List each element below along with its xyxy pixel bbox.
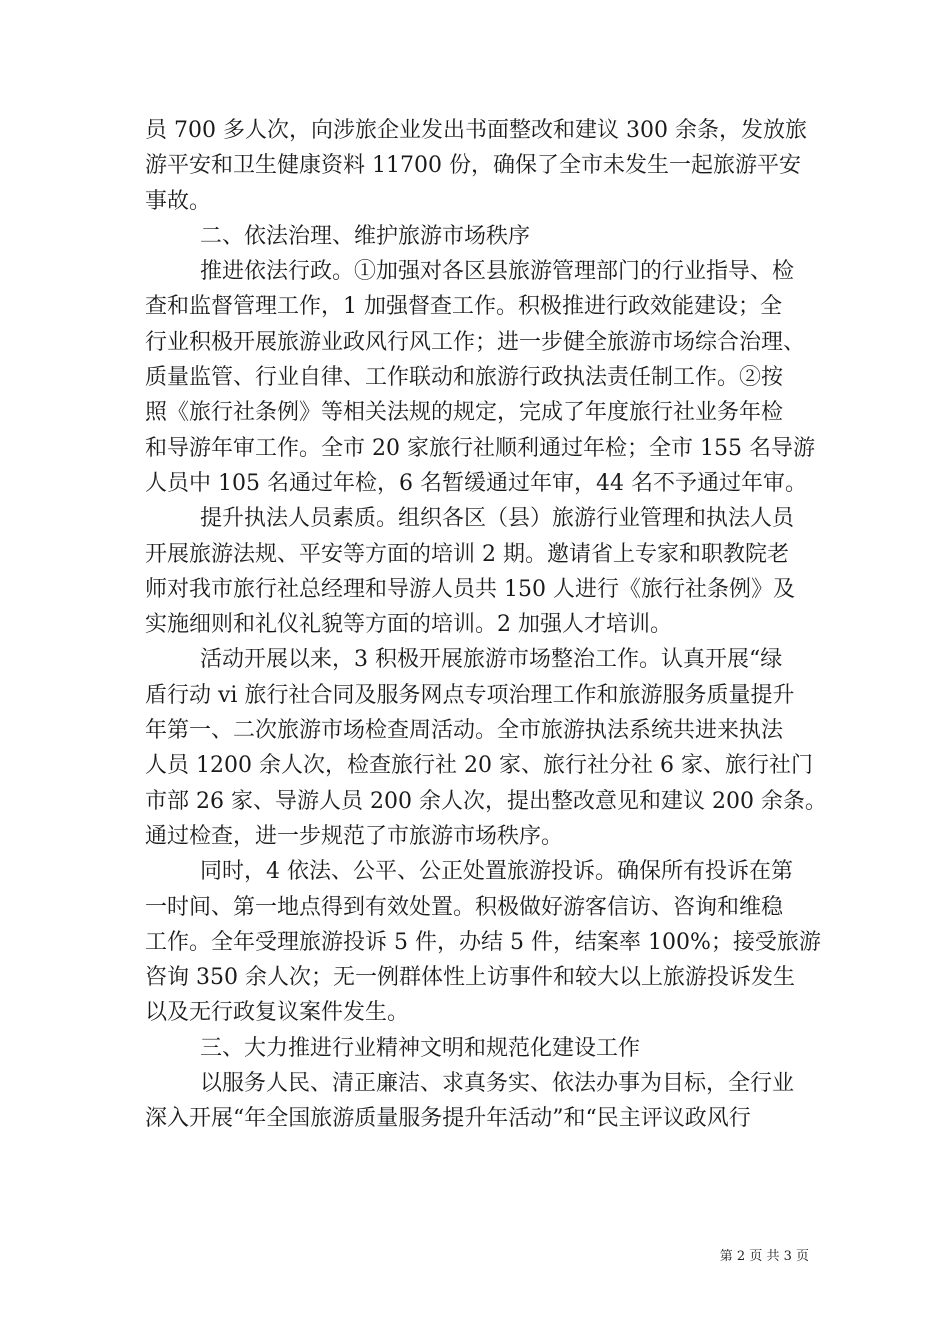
text-line: 以及无行政复议案件发生。	[145, 1000, 410, 1026]
section-heading: 三、大力推进行业精神文明和规范化建设工作	[200, 1035, 641, 1061]
text-line: 咨询 350 余人次；无一例群体性上访事件和较大以上旅游投诉发生	[145, 965, 795, 991]
text-line: 人员 1200 余人次，检查旅行社 20 家、旅行社分社 6 家、旅行社门	[145, 753, 813, 779]
text-line: 查和监督管理工作，1 加强督查工作。积极推进行政效能建设；全	[145, 294, 782, 320]
text-line: 以服务人民、清正廉洁、求真务实、依法办事为目标，全行业	[200, 1071, 795, 1097]
text-line: 游平安和卫生健康资料 11700 份，确保了全市未发生一起旅游平安	[145, 153, 801, 179]
text-line: 实施细则和礼仪礼貌等方面的培训。2 加强人才培训。	[145, 612, 672, 638]
text-line: 开展旅游法规、平安等方面的培训 2 期。邀请省上专家和职教院老	[145, 541, 789, 567]
text-line: 质量监管、行业自律、工作联动和旅游行政执法责任制工作。②按	[145, 365, 784, 391]
document-body	[145, 113, 827, 1137]
text-line: 师对我市旅行社总经理和导游人员共 150 人进行《旅行社条例》及	[145, 576, 795, 602]
text-line: 和导游年审工作。全市 20 家旅行社顺利通过年检；全市 155 名导游	[145, 435, 815, 461]
text-line: 推进依法行政。①加强对各区县旅游管理部门的行业指导、检	[200, 259, 795, 285]
text-line: 活动开展以来，3 积极开展旅游市场整治工作。认真开展“绿	[200, 647, 783, 673]
text-line: 员 700 多人次，向涉旅企业发出书面整改和建议 300 余条，发放旅	[145, 118, 807, 143]
text-line: 年第一、二次旅游市场检查周活动。全市旅游执法系统共进来执法	[145, 718, 784, 744]
text-line: 照《旅行社条例》等相关法规的规定，完成了年度旅行社业务年检	[145, 400, 784, 426]
text-line: 人员中 105 名通过年检，6 名暂缓通过年审，44 名不予通过年审。	[145, 470, 807, 496]
page-number: 第 2 页 共 3 页	[719, 1249, 809, 1264]
text-line: 同时，4 依法、公平、公正处置旅游投诉。确保所有投诉在第	[200, 859, 793, 885]
text-line: 一时间、第一地点得到有效处置。积极做好游客信访、咨询和维稳	[145, 894, 784, 920]
text-line: 行业积极开展旅游业政风行风工作；进一步健全旅游市场综合治理、	[145, 329, 806, 355]
text-line: 提升执法人员素质。组织各区（县）旅游行业管理和执法人员	[200, 506, 795, 532]
section-heading: 二、依法治理、维护旅游市场秩序	[200, 223, 531, 249]
text-line: 深入开展“年全国旅游质量服务提升年活动”和“民主评议政风行	[145, 1106, 751, 1132]
text-line: 事故。	[145, 188, 212, 214]
text-line: 工作。全年受理旅游投诉 5 件，办结 5 件，结案率 100%；接受旅游	[145, 929, 821, 955]
text-line: 盾行动 vi 旅行社合同及服务网点专项治理工作和旅游服务质量提升	[145, 682, 795, 708]
text-line: 通过检查，进一步规范了市旅游市场秩序。	[145, 823, 564, 849]
text-line: 市部 26 家、导游人员 200 余人次，提出整改意见和建议 200 余条。	[145, 788, 827, 814]
